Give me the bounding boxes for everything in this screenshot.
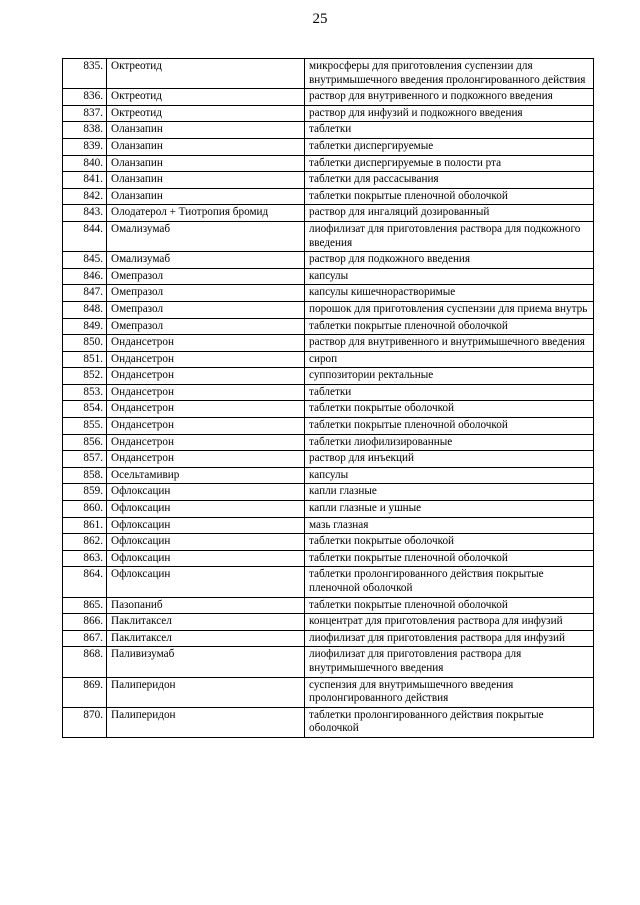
row-number-cell: 839. bbox=[63, 138, 107, 155]
dosage-form-cell: таблетки покрытые пленочной оболочкой bbox=[305, 188, 594, 205]
dosage-form-cell: раствор для инфузий и подкожного введения bbox=[305, 105, 594, 122]
table-row bbox=[63, 677, 594, 707]
drug-name-cell: Оланзапин bbox=[107, 138, 305, 155]
row-number-cell: 848. bbox=[63, 301, 107, 318]
dosage-form-cell: раствор для подкожного введения bbox=[305, 252, 594, 269]
row-number-cell: 866. bbox=[63, 614, 107, 631]
row-number-cell: 852. bbox=[63, 368, 107, 385]
drug-name-cell: Ондансетрон bbox=[107, 384, 305, 401]
row-number-cell: 851. bbox=[63, 351, 107, 368]
dosage-form-cell: капли глазные и ушные bbox=[305, 501, 594, 518]
row-number-cell: 869. bbox=[63, 677, 107, 707]
dosage-form-cell: лиофилизат для приготовления раствора для инфузий bbox=[305, 630, 594, 647]
dosage-form-cell: лиофилизат для приготовления раствора для внутримышечного введения bbox=[305, 647, 594, 677]
dosage-form-cell: капли глазные bbox=[305, 484, 594, 501]
dosage-form-cell: раствор для инъекций bbox=[305, 451, 594, 468]
dosage-form-cell: капсулы кишечнорастворимые bbox=[305, 285, 594, 302]
table-row bbox=[63, 567, 594, 597]
drug-name-cell: Пазопаниб bbox=[107, 597, 305, 614]
drug-name-cell: Ондансетрон bbox=[107, 434, 305, 451]
dosage-form-cell: мазь глазная bbox=[305, 517, 594, 534]
row-number-cell: 867. bbox=[63, 630, 107, 647]
row-number-cell: 837. bbox=[63, 105, 107, 122]
drug-name-cell: Омепразол bbox=[107, 301, 305, 318]
dosage-form-cell: капсулы bbox=[305, 268, 594, 285]
dosage-form-cell: таблетки покрытые пленочной оболочкой bbox=[305, 418, 594, 435]
table-row bbox=[63, 105, 594, 122]
row-number-cell: 843. bbox=[63, 205, 107, 222]
drug-name-cell: Омепразол bbox=[107, 268, 305, 285]
table-row bbox=[63, 597, 594, 614]
dosage-form-cell: суппозитории ректальные bbox=[305, 368, 594, 385]
dosage-form-cell: раствор для внутривенного и внутримышечного введения bbox=[305, 335, 594, 352]
row-number-cell: 855. bbox=[63, 418, 107, 435]
row-number-cell: 835. bbox=[63, 59, 107, 89]
drug-name-cell: Омализумаб bbox=[107, 221, 305, 251]
dosage-form-cell: раствор для ингаляций дозированный bbox=[305, 205, 594, 222]
dosage-form-cell: лиофилизат для приготовления раствора для подкожного введения bbox=[305, 221, 594, 251]
row-number-cell: 849. bbox=[63, 318, 107, 335]
table-row bbox=[63, 534, 594, 551]
table-row bbox=[63, 434, 594, 451]
row-number-cell: 868. bbox=[63, 647, 107, 677]
table-row bbox=[63, 252, 594, 269]
row-number-cell: 862. bbox=[63, 534, 107, 551]
table-row bbox=[63, 89, 594, 106]
table-row bbox=[63, 501, 594, 518]
row-number-cell: 865. bbox=[63, 597, 107, 614]
row-number-cell: 846. bbox=[63, 268, 107, 285]
drug-name-cell: Ондансетрон bbox=[107, 418, 305, 435]
row-number-cell: 847. bbox=[63, 285, 107, 302]
drug-name-cell: Октреотид bbox=[107, 59, 305, 89]
row-number-cell: 844. bbox=[63, 221, 107, 251]
drug-name-cell: Октреотид bbox=[107, 89, 305, 106]
row-number-cell: 856. bbox=[63, 434, 107, 451]
row-number-cell: 860. bbox=[63, 501, 107, 518]
dosage-form-cell: капсулы bbox=[305, 467, 594, 484]
drug-name-cell: Оланзапин bbox=[107, 155, 305, 172]
row-number-cell: 838. bbox=[63, 122, 107, 139]
drug-name-cell: Офлоксацин bbox=[107, 501, 305, 518]
drug-name-cell: Офлоксацин bbox=[107, 484, 305, 501]
drug-name-cell: Оланзапин bbox=[107, 122, 305, 139]
dosage-form-cell: концентрат для приготовления раствора для инфузий bbox=[305, 614, 594, 631]
drug-table bbox=[62, 58, 594, 738]
row-number-cell: 861. bbox=[63, 517, 107, 534]
dosage-form-cell: таблетки пролонгированного действия покрытые пленочной оболочкой bbox=[305, 567, 594, 597]
table-row bbox=[63, 418, 594, 435]
table-row bbox=[63, 205, 594, 222]
table-row bbox=[63, 451, 594, 468]
table-row bbox=[63, 285, 594, 302]
table-row bbox=[63, 401, 594, 418]
table-row bbox=[63, 155, 594, 172]
dosage-form-cell: раствор для внутривенного и подкожного введения bbox=[305, 89, 594, 106]
row-number-cell: 870. bbox=[63, 707, 107, 737]
drug-name-cell: Осельтамивир bbox=[107, 467, 305, 484]
dosage-form-cell: сироп bbox=[305, 351, 594, 368]
row-number-cell: 842. bbox=[63, 188, 107, 205]
table-row bbox=[63, 630, 594, 647]
dosage-form-cell: таблетки пролонгированного действия покрытые оболочкой bbox=[305, 707, 594, 737]
drug-name-cell: Олодатерол + Тиотропия бромид bbox=[107, 205, 305, 222]
drug-name-cell: Офлоксацин bbox=[107, 550, 305, 567]
table-row bbox=[63, 59, 594, 89]
table-row bbox=[63, 188, 594, 205]
drug-table-body bbox=[63, 59, 594, 738]
dosage-form-cell: таблетки покрытые пленочной оболочкой bbox=[305, 318, 594, 335]
row-number-cell: 863. bbox=[63, 550, 107, 567]
table-row bbox=[63, 335, 594, 352]
table-row bbox=[63, 384, 594, 401]
row-number-cell: 858. bbox=[63, 467, 107, 484]
dosage-form-cell: микросферы для приготовления суспензии для внутримышечного введения пролонгированного действия bbox=[305, 59, 594, 89]
table-row bbox=[63, 122, 594, 139]
table-row bbox=[63, 221, 594, 251]
drug-name-cell: Омепразол bbox=[107, 318, 305, 335]
dosage-form-cell: таблетки bbox=[305, 122, 594, 139]
row-number-cell: 857. bbox=[63, 451, 107, 468]
row-number-cell: 836. bbox=[63, 89, 107, 106]
drug-name-cell: Ондансетрон bbox=[107, 335, 305, 352]
table-row bbox=[63, 707, 594, 737]
dosage-form-cell: таблетки диспергируемые в полости рта bbox=[305, 155, 594, 172]
dosage-form-cell: таблетки для рассасывания bbox=[305, 172, 594, 189]
table-row bbox=[63, 268, 594, 285]
drug-name-cell: Омепразол bbox=[107, 285, 305, 302]
row-number-cell: 845. bbox=[63, 252, 107, 269]
drug-name-cell: Офлоксацин bbox=[107, 534, 305, 551]
drug-name-cell: Ондансетрон bbox=[107, 351, 305, 368]
row-number-cell: 841. bbox=[63, 172, 107, 189]
row-number-cell: 864. bbox=[63, 567, 107, 597]
drug-name-cell: Оланзапин bbox=[107, 172, 305, 189]
dosage-form-cell: таблетки покрытые оболочкой bbox=[305, 401, 594, 418]
dosage-form-cell: порошок для приготовления суспензии для приема внутрь bbox=[305, 301, 594, 318]
dosage-form-cell: таблетки лиофилизированные bbox=[305, 434, 594, 451]
drug-name-cell: Ондансетрон bbox=[107, 401, 305, 418]
drug-name-cell: Палиперидон bbox=[107, 677, 305, 707]
drug-name-cell: Ондансетрон bbox=[107, 368, 305, 385]
row-number-cell: 840. bbox=[63, 155, 107, 172]
drug-name-cell: Паливизумаб bbox=[107, 647, 305, 677]
table-row bbox=[63, 614, 594, 631]
drug-name-cell: Омализумаб bbox=[107, 252, 305, 269]
drug-name-cell: Палиперидон bbox=[107, 707, 305, 737]
table-row bbox=[63, 172, 594, 189]
dosage-form-cell: таблетки bbox=[305, 384, 594, 401]
dosage-form-cell: таблетки покрытые пленочной оболочкой bbox=[305, 597, 594, 614]
drug-name-cell: Ондансетрон bbox=[107, 451, 305, 468]
dosage-form-cell: таблетки покрытые оболочкой bbox=[305, 534, 594, 551]
row-number-cell: 854. bbox=[63, 401, 107, 418]
table-row bbox=[63, 351, 594, 368]
row-number-cell: 859. bbox=[63, 484, 107, 501]
table-row bbox=[63, 550, 594, 567]
table-row bbox=[63, 368, 594, 385]
drug-name-cell: Офлоксацин bbox=[107, 517, 305, 534]
table-row bbox=[63, 484, 594, 501]
drug-name-cell: Офлоксацин bbox=[107, 567, 305, 597]
drug-name-cell: Оланзапин bbox=[107, 188, 305, 205]
page-number: 25 bbox=[312, 11, 328, 27]
table-row bbox=[63, 467, 594, 484]
table-row bbox=[63, 318, 594, 335]
drug-name-cell: Октреотид bbox=[107, 105, 305, 122]
drug-name-cell: Паклитаксел bbox=[107, 614, 305, 631]
table-row bbox=[63, 647, 594, 677]
dosage-form-cell: суспензия для внутримышечного введения пролонгированного действия bbox=[305, 677, 594, 707]
row-number-cell: 850. bbox=[63, 335, 107, 352]
row-number-cell: 853. bbox=[63, 384, 107, 401]
table-row bbox=[63, 301, 594, 318]
dosage-form-cell: таблетки диспергируемые bbox=[305, 138, 594, 155]
drug-name-cell: Паклитаксел bbox=[107, 630, 305, 647]
table-row bbox=[63, 138, 594, 155]
dosage-form-cell: таблетки покрытые пленочной оболочкой bbox=[305, 550, 594, 567]
table-row bbox=[63, 517, 594, 534]
